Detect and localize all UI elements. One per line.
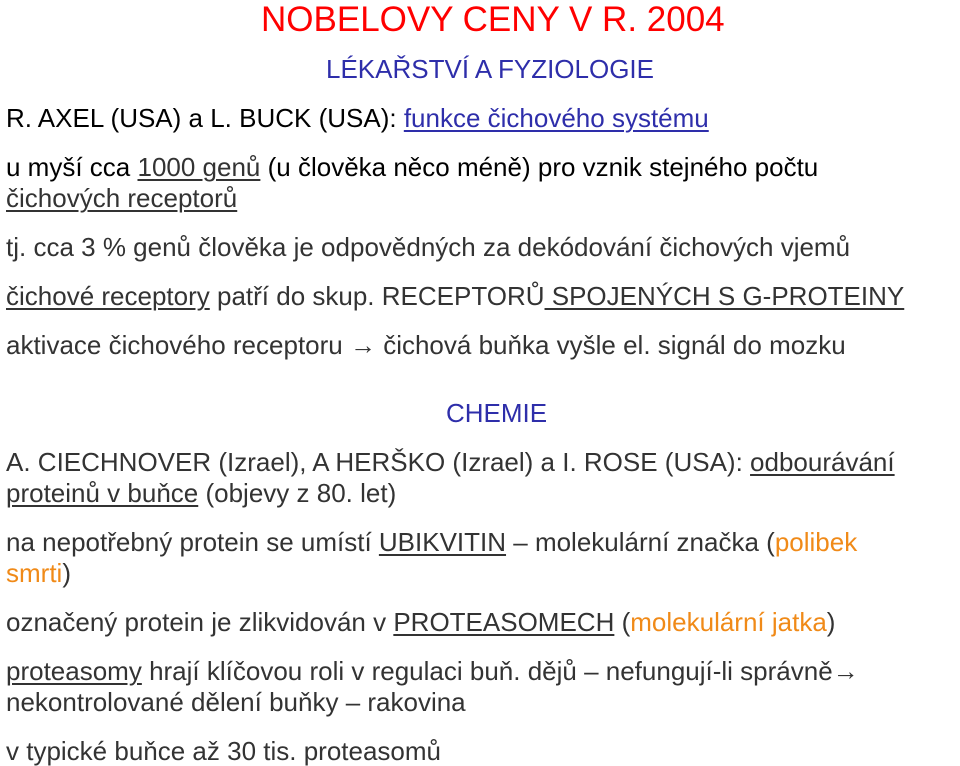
medicine-laureates-line: [6, 103, 709, 133]
molecular-slaughterhouse: molekulární jatka: [630, 607, 827, 637]
text: (: [614, 607, 631, 637]
text: ): [62, 558, 71, 588]
proteasomes-caps: PROTEASOMECH: [393, 607, 615, 637]
olfactory-receptors: čichové receptory: [6, 281, 210, 311]
chemistry-line-6: [6, 656, 859, 686]
text: u myší cca: [6, 152, 138, 182]
page-title: NOBELOVY CENY V R. 2004: [261, 0, 725, 39]
kiss-of-death-part2: smrti: [6, 558, 63, 588]
text: ): [826, 607, 836, 637]
medicine-line-6: [6, 281, 904, 311]
chemistry-line-2: [6, 478, 396, 508]
medicine-line-7: aktivace čichového receptoru → čichová buňka vyšle el. signál do mozku: [6, 330, 846, 360]
chemistry-line-8: v typické buňce až 30 tis. proteasomů: [6, 736, 442, 766]
proteins-in-cell: proteinů v buňce: [6, 478, 199, 508]
chemistry-line-3: [6, 527, 857, 557]
kiss-of-death-part1: polibek: [774, 527, 858, 557]
medicine-line-3: [6, 152, 818, 182]
medicine-heading: LÉKAŘSTVÍ A FYZIOLOGIE: [326, 54, 654, 84]
chemistry-line-5: [6, 607, 835, 637]
proteasomes: proteasomy: [6, 656, 142, 686]
chemistry-line-4: [6, 558, 71, 588]
text: na nepotřebný protein se umístí: [6, 527, 379, 557]
protein-degradation: odbourávání: [750, 447, 895, 477]
g-protein-receptors: SPOJENÝCH S G-PROTEINY: [544, 281, 905, 311]
medicine-line-5: tj. cca 3 % genů člověka je odpovědných za dekódování čichových vjemů: [6, 232, 851, 262]
text: – molekulární značka (: [506, 527, 775, 557]
chemistry-line-1: [6, 447, 895, 477]
text: (objevy z 80. let): [198, 478, 397, 508]
medicine-topic: funkce čichového systému: [403, 103, 709, 133]
ubiquitin: UBIKVITIN: [378, 527, 507, 557]
text: hrají klíčovou roli v regulaci buň. dějů – nefungují-li správně→: [141, 656, 859, 686]
chemistry-laureates: A. CIECHNOVER (Izrael), A HERŠKO (Izrael) a I. ROSE (USA):: [6, 447, 751, 477]
text: patří do skup. RECEPTORŮ: [209, 281, 545, 311]
text: (u člověka něco méně) pro vznik stejného počtu: [260, 152, 819, 182]
chemistry-line-7: nekontrolované dělení buňky – rakovina: [6, 687, 466, 717]
genes-count: 1000 genů: [137, 152, 261, 182]
medicine-line-4: čichových receptorů: [6, 183, 238, 213]
medicine-laureates: R. AXEL (USA) a L. BUCK (USA):: [6, 103, 404, 133]
text: označený protein je zlikvidován v: [6, 607, 394, 637]
chemistry-heading: CHEMIE: [446, 398, 548, 428]
